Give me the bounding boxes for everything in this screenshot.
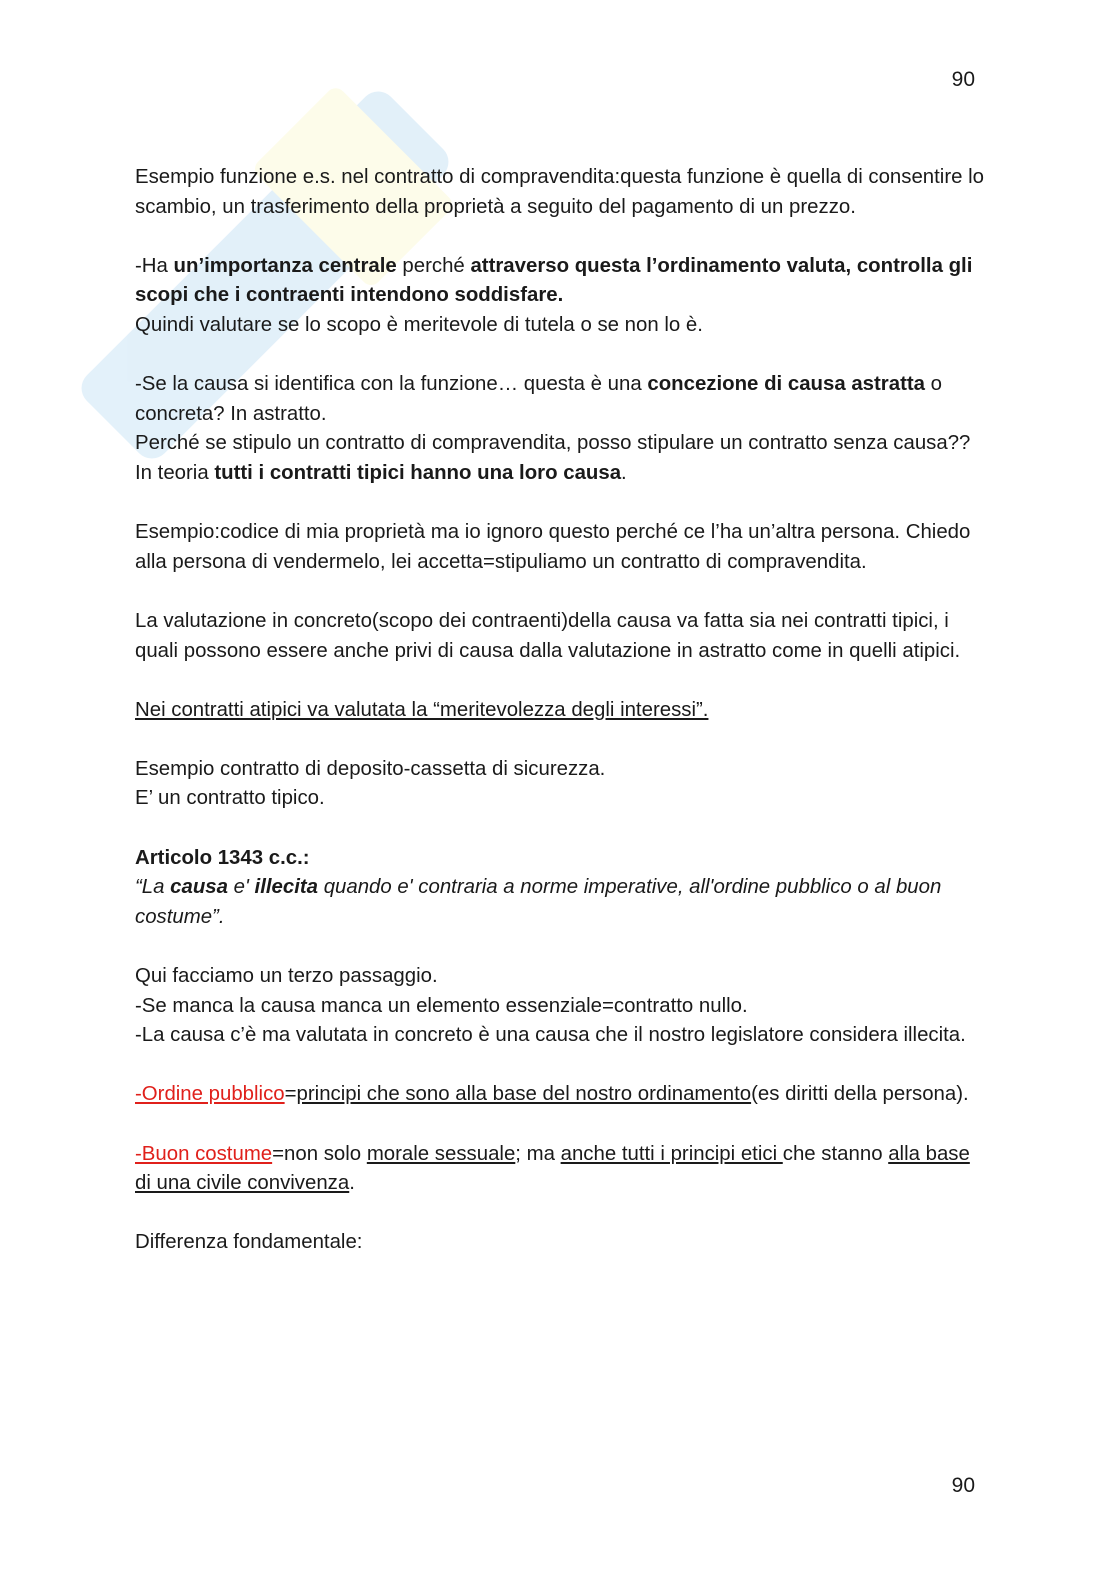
page-number-top: 90: [951, 68, 975, 91]
paragraph-4: Esempio:codice di mia proprietà ma io ignoro questo perché ce l’ha un’altra persona. Chiedo alla persona di vendermelo, lei accetta=stipuliamo un contratto di compravendita.: [135, 521, 971, 573]
document-body: [135, 163, 985, 1258]
paragraph-2: -Ha un’importanza centrale perché attraverso questa l’ordinamento valuta, controlla gli scopi che i contraenti intendono soddisfare. Quindi valutare se lo scopo è meritevole di tutela o se non lo è.: [135, 254, 973, 336]
article-title: Articolo 1343 c.c.:: [135, 846, 310, 869]
paragraph-5: La valutazione in concreto(scopo dei contraenti)della causa va fatta sia nei contratti tipici, i quali possono essere anche privi di causa dalla valutazione in astratto come in quelli atipici.: [135, 609, 961, 662]
paragraph-buon-costume: -Buon costume=non solo morale sessuale; ma anche tutti i principi etici che stanno alla base di una civile convivenza.: [135, 1142, 970, 1195]
article-quote: “La causa e' illecita quando e' contraria a norme imperative, all'ordine pubblico o al buon costume”.: [135, 876, 942, 928]
paragraph-7: Esempio contratto di deposito-cassetta di sicurezza. E’ un contratto tipico.: [135, 757, 606, 810]
paragraph-1: Esempio funzione e.s. nel contratto di compravendita:questa funzione è quella di consentire lo scambio, un trasferimento della proprietà a seguito del pagamento di un prezzo.: [135, 166, 984, 218]
page-number-bottom: 90: [951, 1474, 975, 1497]
paragraph-ordine-pubblico: -Ordine pubblico=principi che sono alla base del nostro ordinamento(es diritti della persona).: [135, 1083, 969, 1106]
paragraph-3: -Se la causa si identifica con la funzione… questa è una concezione di causa astratta o concreta? In astratto. Perché se stipulo un contratto di compravendita, posso stipulare un contratto senza causa?? In teoria tutti i contratti tipici hanno una loro causa.: [135, 373, 971, 484]
paragraph-9: Qui facciamo un terzo passaggio. -Se manca la causa manca un elemento essenziale=contratto nullo. -La causa c’è ma valutata in concreto è una causa che il nostro legislatore considera illecita.: [135, 965, 966, 1047]
paragraph-6: Nei contratti atipici va valutata la “meritevolezza degli interessi”.: [135, 698, 709, 721]
article-1343: [135, 844, 985, 933]
paragraph-12: Differenza fondamentale:: [135, 1231, 363, 1254]
